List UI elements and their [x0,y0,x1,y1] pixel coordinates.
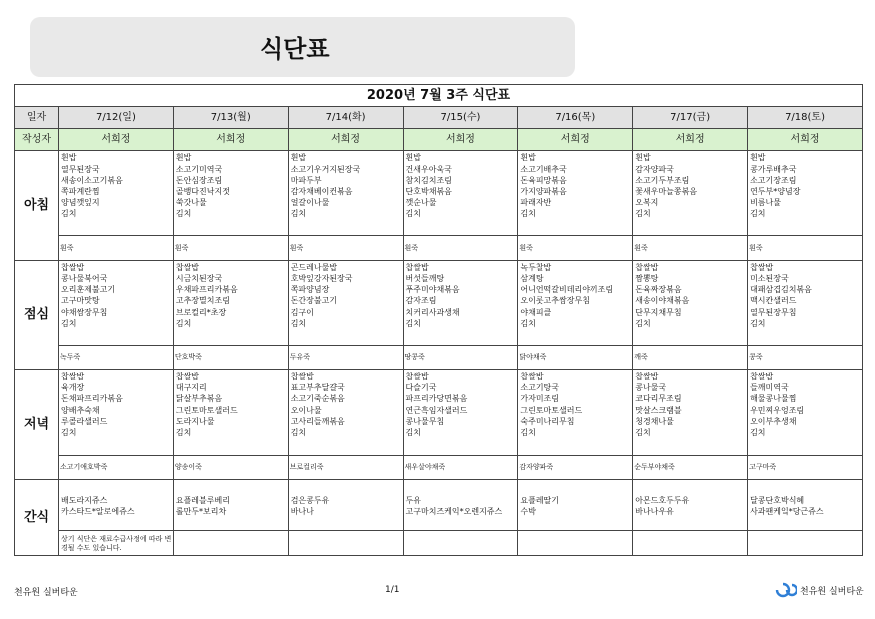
porridge-cell: 감자양파죽 [518,455,633,480]
menu-item: 찹쌀밥 [61,372,85,382]
menu-item: 버섯들깨탕 [405,273,445,283]
porridge-cell: 소고기애호박죽 [59,455,174,480]
porridge-cell: 브로컬리죽 [288,455,403,480]
menu-item: 표고부추달걀국 [290,383,345,393]
menu-item: 녹두찰밥 [520,262,552,272]
menu-item: 두유 [405,495,421,505]
menu-item: 비름나물 [750,198,781,208]
menu-item: 가자미조림 [520,394,560,404]
menu-item: 김치 [290,428,307,438]
writer-cell: 서희정 [518,128,633,150]
snack-row [15,480,863,531]
empty-cell [173,531,288,556]
date-cell: 7/14(화) [288,107,403,128]
porridge-cell: 콩죽 [748,345,863,370]
page-title: 식단표 [260,35,330,63]
menu-cell-snack [633,480,748,531]
menu-item: 김구이 [290,307,314,317]
menu-item: 들깨미역국 [750,383,789,393]
menu-cell-breakfast [59,151,174,236]
page-number: 1/1 [385,585,400,595]
menu-cell-snack [748,480,863,531]
menu-cell-dinner [633,370,748,456]
menu-item: 연두부*양념장 [750,187,801,196]
menu-item: 김치 [520,428,536,438]
menu-item: 짬뽕탕 [635,273,659,283]
meal-label-lunch: 점심 [15,260,59,369]
menu-item: 닭살부추볶음 [175,394,223,404]
menu-item: 고구마치즈케익*오렌지쥬스 [405,506,503,516]
menu-item: 김치 [635,209,651,219]
menu-item: 마파두부 [290,175,322,185]
menu-cell-snack [288,480,403,531]
menu-item: 고구마맛탕 [61,296,100,306]
footer-logo [775,582,864,598]
menu-item: 우채파프리카볶음 [175,285,238,295]
menu-item: 찹쌀밥 [175,372,200,382]
menu-item: 오복지 [635,198,659,208]
menu-item: 삼계탕 [520,273,544,283]
menu-item: 맛살스크램블 [635,405,682,415]
menu-item: 흰밥 [61,153,77,163]
menu-item: 단무지채무침 [635,307,682,317]
empty-cell [633,531,748,556]
porridge-cell: 흰죽 [288,236,403,261]
menu-cell-breakfast [518,151,633,236]
menu-item: 치커리사과생채 [405,307,460,317]
menu-item: 야채쌈장무침 [61,307,108,317]
menu-item: 단호박채볶음 [405,187,452,196]
menu-item: 쪽파계란찜 [61,187,100,196]
writer-row [15,128,863,150]
menu-item: 새송이소고기볶음 [61,175,123,185]
porridge-cell: 녹두죽 [59,345,174,370]
menu-item: 김치 [635,428,651,438]
menu-item: 사과팬케잌*당근쥬스 [750,506,824,516]
menu-item: 흰밥 [290,153,307,163]
date-header-label: 일자 [15,107,59,128]
porridge-cell: 고구마죽 [748,455,863,480]
date-cell: 7/12(일) [59,107,174,128]
dinner-row [15,370,863,456]
menu-cell-breakfast [748,151,863,236]
menu-item: 야채피클 [520,307,552,317]
menu-item: 김치 [290,318,307,328]
menu-item: 아몬드호두두유 [635,495,690,505]
menu-item: 대구지리 [175,383,207,393]
menu-item: 소고기미역국 [175,164,223,174]
menu-item: 찹쌀밥 [520,372,544,382]
menu-item: 고사리들깨볶음 [290,416,345,426]
menu-item: 찹쌀밥 [405,262,429,272]
menu-cell-snack [59,480,174,531]
menu-item: 감자조림 [405,296,437,306]
porridge-cell: 닭야채죽 [518,345,633,370]
menu-item: 김치 [61,318,77,328]
menu-cell-dinner [748,370,863,456]
meal-label-breakfast: 아침 [15,151,59,260]
menu-item: 김치 [175,209,192,219]
menu-item: 달콩단호박식혜 [750,495,805,505]
menu-item: 콩나물국 [635,383,667,393]
menu-item: 감자채베이컨볶음 [290,187,353,196]
menu-item: 숙주미나리무침 [520,416,575,426]
empty-cell [288,531,403,556]
menu-item: 배도라지쥬스 [61,495,108,505]
menu-cell-snack [173,480,288,531]
date-cell: 7/15(수) [403,107,518,128]
menu-item: 김치 [175,428,192,438]
menu-item: 열무된장국 [61,164,100,174]
menu-item: 가지양파볶음 [520,187,567,196]
empty-cell [518,531,633,556]
menu-item: 돈간장불고기 [290,296,338,306]
meal-label-dinner: 저녁 [15,370,59,480]
porridge-cell: 두유죽 [288,345,403,370]
breakfast-porridge-row [15,236,863,261]
menu-item: 돈안심장조림 [175,175,223,185]
menu-item: 오리훈제불고기 [61,285,116,295]
menu-cell-snack [518,480,633,531]
menu-item: 찹쌀밥 [290,372,314,382]
menu-item: 양배추숙채 [61,405,100,415]
menu-item: 김치 [61,209,77,219]
date-cell: 7/18(토) [748,107,863,128]
menu-cell-dinner [59,370,174,456]
menu-item: 파프리카당면볶음 [405,394,468,404]
menu-item: 김치 [405,209,421,219]
lunch-porridge-row [15,345,863,370]
menu-item: 소고기죽순볶음 [290,394,345,404]
menu-item: 푸주미야채볶음 [405,285,460,295]
menu-item: 김치 [750,209,766,219]
menu-item: 찹쌀밥 [175,262,200,272]
menu-item: 돈육피망볶음 [520,175,567,185]
menu-item: 흰밥 [405,153,421,163]
date-header-row [15,107,863,128]
menu-item: 우민찌우엉조림 [750,405,805,415]
menu-item: 찹쌀밥 [750,262,774,272]
menu-cell-lunch [518,260,633,345]
menu-cell-breakfast [173,151,288,236]
menu-cell-lunch [59,260,174,345]
menu-item: 루콜라샐러드 [61,416,108,426]
menu-item: 검은콩두유 [290,495,330,505]
menu-item: 시금치된장국 [175,273,223,283]
menu-item: 콩나물북어국 [61,273,108,283]
writer-cell: 서희정 [173,128,288,150]
empty-cell [403,531,518,556]
porridge-cell: 흰죽 [748,236,863,261]
footer-org: 천유원 실버타운 [14,588,78,598]
menu-item: 청경채나물 [635,416,674,426]
menu-cell-breakfast [633,151,748,236]
menu-item: 김치 [61,428,77,438]
menu-cell-lunch [288,260,403,345]
menu-cell-dinner [518,370,633,456]
menu-item: 찹쌀밥 [635,262,659,272]
menu-item: 연근흑임자샐러드 [405,405,468,415]
menu-cell-dinner [173,370,288,456]
menu-item: 오이롯고추쌈장무침 [520,296,590,306]
menu-item: 맥시칸샐러드 [750,296,797,306]
date-cell: 7/13(월) [173,107,288,128]
menu-item: 골뱅다진낙지젓 [175,187,230,196]
menu-item: 소고기배추국 [520,164,567,174]
logo-text: 천유원 실버타운 [800,586,864,597]
date-cell: 7/16(목) [518,107,633,128]
menu-item: 곤드레나물밥 [290,262,338,272]
menu-item: 새송이야채볶음 [635,296,690,306]
dinner-porridge-row [15,455,863,480]
menu-item: 김치 [405,318,421,328]
porridge-cell: 새우살야채죽 [403,455,518,480]
menu-item: 파래자반 [520,198,552,208]
menu-item: 어니언떡갈비데리야끼조림 [520,285,614,295]
caption-row [15,85,863,107]
writer-cell: 서희정 [748,128,863,150]
menu-item: 감자양파국 [635,164,674,174]
menu-item: 찹쌀밥 [61,262,85,272]
porridge-cell: 단호박죽 [173,345,288,370]
menu-item: 해물콩나물찜 [750,394,797,404]
menu-item: 돈채파프리카볶음 [61,394,123,404]
menu-item: 건새우아욱국 [405,164,452,174]
porridge-cell: 흰죽 [59,236,174,261]
menu-cell-dinner [288,370,403,456]
menu-item: 꽃새우마늘쫑볶음 [635,187,698,196]
menu-item: 브로컬리*초장 [175,307,227,317]
menu-item: 흰밥 [750,153,766,163]
porridge-cell: 흰죽 [173,236,288,261]
menu-cell-lunch [748,260,863,345]
menu-item: 호박잎강자된장국 [290,273,353,283]
writer-header-label: 작성자 [15,128,59,150]
menu-item: 수박 [520,506,536,516]
menu-item: 소고기탕국 [520,383,560,393]
writer-cell: 서희정 [403,128,518,150]
porridge-cell: 흰죽 [403,236,518,261]
breakfast-row [15,151,863,236]
menu-item: 얼갈이나물 [290,198,330,208]
table-caption: 2020년 7월 3주 식단표 [15,85,863,107]
logo-icon [775,582,797,598]
menu-item: 소고기우거지된장국 [290,164,361,174]
menu-cell-breakfast [403,151,518,236]
menu-item: 찹쌀밥 [635,372,659,382]
menu-item: 열무된장무침 [750,307,797,317]
menu-item: 쑥갓나물 [175,198,207,208]
menu-item: 김치 [520,318,536,328]
note-row [15,531,863,556]
menu-item: 미소된장국 [750,273,789,283]
porridge-cell: 깨죽 [633,345,748,370]
menu-item: 김치 [750,318,766,328]
menu-cell-dinner [403,370,518,456]
menu-item: 김치 [750,428,766,438]
lunch-row [15,260,863,345]
menu-item: 요플레블루베리 [175,495,230,505]
menu-item: 오이부추생채 [750,416,797,426]
menu-item: 그린토마토샐러드 [520,405,583,415]
menu-item: 도라지나물 [175,416,215,426]
menu-item: 고추장멸치조림 [175,296,230,306]
menu-cell-snack [403,480,518,531]
menu-item: 바나나우유 [635,506,674,516]
porridge-cell: 흰죽 [518,236,633,261]
date-cell: 7/17(금) [633,107,748,128]
menu-item: 김치 [175,318,192,328]
menu-item: 대패삼겹김치볶음 [750,285,812,295]
menu-item: 코다리무조림 [635,394,682,404]
menu-item: 김치 [635,318,651,328]
menu-item: 김치 [520,209,536,219]
menu-cell-lunch [173,260,288,345]
menu-item: 찹쌀밥 [405,372,429,382]
porridge-cell: 양송이죽 [173,455,288,480]
writer-cell: 서희정 [633,128,748,150]
porridge-cell: 순두부야채죽 [633,455,748,480]
writer-cell: 서희정 [288,128,403,150]
menu-note: 상기 식단은 재료수급사정에 따라 변경될 수도 있습니다. [59,531,174,556]
menu-item: 요플레딸기 [520,495,560,505]
menu-item: 콩나물무침 [405,416,445,426]
menu-item: 김치 [290,209,307,219]
menu-cell-breakfast [288,151,403,236]
menu-item: 양념깻잎지 [61,198,100,208]
empty-cell [748,531,863,556]
meal-label-snack: 간식 [15,480,59,556]
menu-item: 육개장 [61,383,85,393]
menu-item: 쪽파양념장 [290,285,330,295]
menu-item: 흰밥 [175,153,192,163]
menu-item: 바나나 [290,506,314,516]
menu-table [14,84,863,556]
menu-item: 다슬기국 [405,383,437,393]
writer-cell: 서희정 [59,128,174,150]
menu-item: 깻순나물 [405,198,437,208]
menu-item: 돈육짜장볶음 [635,285,682,295]
menu-item: 롤만두*보리차 [175,506,227,516]
menu-item: 카스타드*알로에쥬스 [61,506,135,516]
porridge-cell: 흰죽 [633,236,748,261]
menu-cell-lunch [403,260,518,345]
menu-item: 소고기장조림 [750,175,797,185]
menu-item: 콩가루배추국 [750,164,797,174]
menu-item: 그린토마토샐러드 [175,405,238,415]
porridge-cell: 땅콩죽 [403,345,518,370]
menu-item: 찹쌀밥 [750,372,774,382]
menu-item: 흰밥 [520,153,536,163]
menu-item: 오이나물 [290,405,322,415]
menu-item: 참치김치조림 [405,175,452,185]
menu-item: 흰밥 [635,153,651,163]
menu-cell-lunch [633,260,748,345]
menu-item: 소고기두부조림 [635,175,690,185]
title-box [30,17,575,77]
menu-item: 김치 [405,428,421,438]
